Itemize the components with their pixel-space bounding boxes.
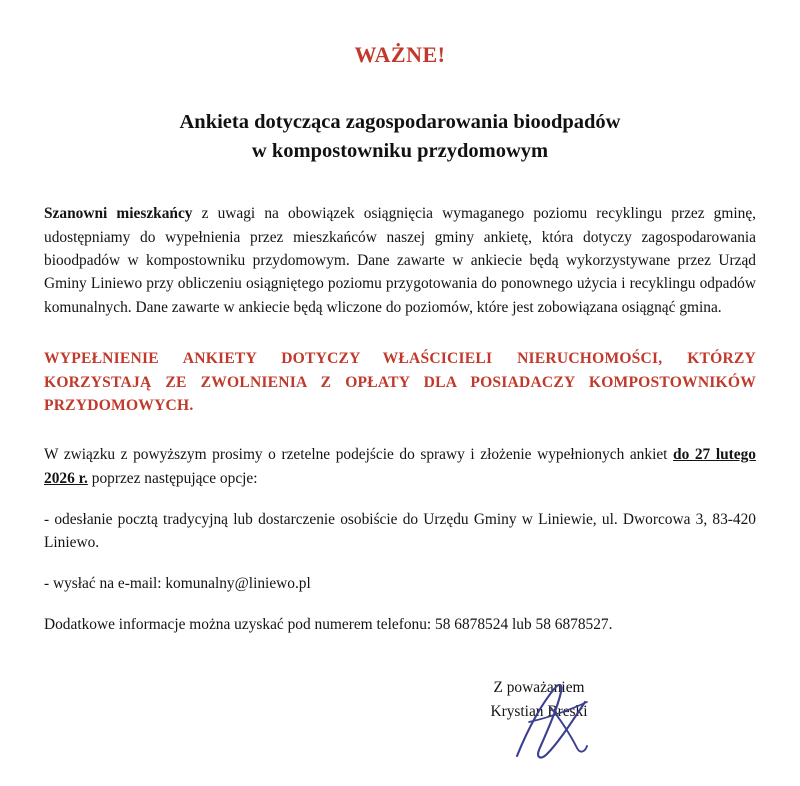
intro-salutation: Szanowni mieszkańcy [44, 205, 193, 223]
signer-name: Krystian Breski [490, 702, 588, 720]
deadline-prefix-text: W związku z powyższym prosimy o rzetelne podejście do sprawy i złożenie wypełnionych ankiet [44, 446, 674, 464]
page-title-line-1: Ankieta dotycząca zagospodarowania bioodpadów [179, 111, 621, 133]
important-heading: WAŻNE! [354, 42, 446, 67]
signature-text [424, 676, 654, 724]
red-notice [44, 347, 756, 417]
page-title [44, 108, 756, 166]
red-notice-part-2: WŁAŚCICIELI NIERUCHOMOŚCI, KTÓRZY KORZYSTAJĄ ZE ZWOLNIENIA Z OPŁATY DLA POSIADACZY KOMPOSTOWNIKÓW PRZYDOMOWYCH. [44, 350, 756, 415]
intro-body-text: z uwagi na obowiązek osiągnięcia wymaganego poziomu recyklingu przez gminę, udostępniamy do wypełnienia przez mieszkańców naszej gminy ankietę, która dotyczy zagospodarowania bioodpadów w kompostowniku przydomowym. Dane zawarte w ankiecie będą wykorzystywane przez Urząd Gminy Liniewo przy obliczeniu osiągniętego poziomu przygotowania do ponownego użycia i recyklingu odpadów komunalnych. Dane zawarte w ankiecie będą wliczone do poziomów, które jest zobowiązana osiągnąć gmina. [44, 205, 757, 316]
intro-paragraph [44, 202, 756, 319]
deadline-paragraph [44, 443, 756, 489]
page-title-line-2: w kompostowniku przydomowym [251, 140, 549, 163]
deadline-suffix-text: poprzez następujące opcje: [87, 469, 258, 487]
option-post: - odesłanie pocztą tradycyjną lub dostarczenie osobiście do Urzędu Gminy w Liniewie, ul. Dworcowa 3, 83-420 Liniewo. [44, 510, 756, 551]
phone-info: Dodatkowe informacje można uzyskać pod numerem telefonu: 58 6878524 lub 58 6878527. [44, 615, 613, 633]
option-email: - wysłać na e-mail: komunalny@liniewo.pl [44, 574, 311, 592]
signature-block [44, 676, 756, 786]
signoff-line: Z poważaniem [493, 679, 585, 697]
deadline-date: do 27 lutego 2026 r. [44, 446, 757, 487]
red-notice-part-1: WYPEŁNIENIE ANKIETY DOTYCZY [44, 350, 361, 368]
